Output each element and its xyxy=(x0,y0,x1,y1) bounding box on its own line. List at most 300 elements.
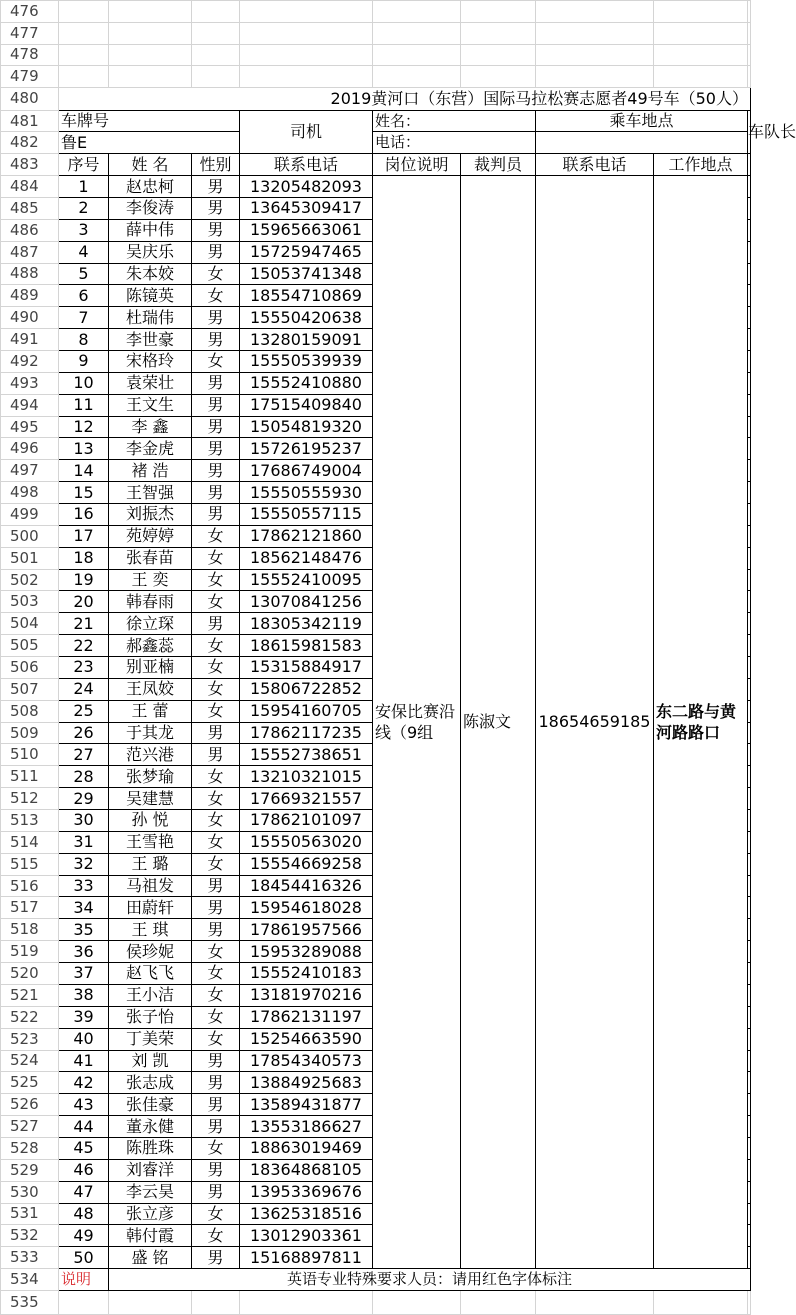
seq-cell[interactable]: 40 xyxy=(59,1028,109,1050)
seq-cell[interactable]: 18 xyxy=(59,547,109,569)
cell[interactable] xyxy=(240,22,373,44)
seq-cell[interactable]: 10 xyxy=(59,372,109,394)
cell[interactable] xyxy=(748,547,751,569)
seq-cell[interactable]: 24 xyxy=(59,678,109,700)
name-cell[interactable]: 袁荣壮 xyxy=(109,372,192,394)
gender-cell[interactable]: 男 xyxy=(192,919,240,941)
cell[interactable] xyxy=(654,1,748,23)
gender-cell[interactable]: 女 xyxy=(192,1203,240,1225)
seq-cell[interactable]: 16 xyxy=(59,504,109,526)
name-cell[interactable]: 张立彦 xyxy=(109,1203,192,1225)
name-cell[interactable]: 王 琪 xyxy=(109,919,192,941)
gender-cell[interactable]: 女 xyxy=(192,831,240,853)
cell[interactable] xyxy=(192,1290,240,1314)
gender-cell[interactable]: 男 xyxy=(192,372,240,394)
column-header-gender[interactable]: 性别 xyxy=(192,154,240,176)
name-cell[interactable]: 李俊涛 xyxy=(109,197,192,219)
phone-cell[interactable]: 17862117235 xyxy=(240,722,373,744)
seq-cell[interactable]: 15 xyxy=(59,482,109,504)
gender-cell[interactable]: 女 xyxy=(192,591,240,613)
name-cell[interactable]: 于其龙 xyxy=(109,722,192,744)
phone-cell[interactable]: 17515409840 xyxy=(240,394,373,416)
phone-cell[interactable]: 13645309417 xyxy=(240,197,373,219)
name-cell[interactable]: 王雪艳 xyxy=(109,831,192,853)
gender-cell[interactable]: 女 xyxy=(192,941,240,963)
name-cell[interactable]: 张志成 xyxy=(109,1072,192,1094)
gender-cell[interactable]: 男 xyxy=(192,197,240,219)
cell[interactable] xyxy=(240,1,373,23)
gender-cell[interactable]: 女 xyxy=(192,1137,240,1159)
column-header-referee[interactable]: 裁判员 xyxy=(461,154,536,176)
phone-cell[interactable]: 15550563020 xyxy=(240,831,373,853)
gender-cell[interactable]: 男 xyxy=(192,438,240,460)
cell[interactable] xyxy=(536,1,654,23)
cell[interactable] xyxy=(748,482,751,504)
cell[interactable] xyxy=(59,44,109,66)
seq-cell[interactable]: 22 xyxy=(59,635,109,657)
note-text[interactable]: 英语专业特殊要求人员：请用红色字体标注 xyxy=(109,1269,751,1291)
seq-cell[interactable]: 42 xyxy=(59,1072,109,1094)
cell[interactable] xyxy=(654,44,748,66)
seq-cell[interactable]: 45 xyxy=(59,1137,109,1159)
cell[interactable] xyxy=(373,1,461,23)
phone-cell[interactable]: 18562148476 xyxy=(240,547,373,569)
name-cell[interactable]: 王 璐 xyxy=(109,853,192,875)
name-cell[interactable]: 盛 铭 xyxy=(109,1247,192,1269)
seq-cell[interactable]: 2 xyxy=(59,197,109,219)
seq-cell[interactable]: 44 xyxy=(59,1116,109,1138)
name-cell[interactable]: 薛中伟 xyxy=(109,219,192,241)
phone-cell[interactable]: 15550557115 xyxy=(240,504,373,526)
gender-cell[interactable]: 女 xyxy=(192,853,240,875)
cell[interactable] xyxy=(109,1,192,23)
gender-cell[interactable]: 男 xyxy=(192,875,240,897)
cell[interactable] xyxy=(748,504,751,526)
cell[interactable] xyxy=(748,176,751,198)
gender-cell[interactable]: 女 xyxy=(192,810,240,832)
name-cell[interactable]: 陈胜珠 xyxy=(109,1137,192,1159)
gender-cell[interactable]: 男 xyxy=(192,394,240,416)
phone-cell[interactable]: 17686749004 xyxy=(240,460,373,482)
gender-cell[interactable]: 女 xyxy=(192,788,240,810)
gender-cell[interactable]: 女 xyxy=(192,547,240,569)
phone-cell[interactable]: 15550539939 xyxy=(240,351,373,373)
gender-cell[interactable]: 男 xyxy=(192,1072,240,1094)
cell[interactable] xyxy=(748,1028,751,1050)
seq-cell[interactable]: 31 xyxy=(59,831,109,853)
gender-cell[interactable]: 男 xyxy=(192,219,240,241)
seq-cell[interactable]: 32 xyxy=(59,853,109,875)
cell[interactable] xyxy=(748,875,751,897)
name-cell[interactable]: 王凤姣 xyxy=(109,678,192,700)
cell[interactable] xyxy=(748,941,751,963)
cell[interactable] xyxy=(373,22,461,44)
phone-cell[interactable]: 18305342119 xyxy=(240,613,373,635)
phone-cell[interactable]: 13280159091 xyxy=(240,329,373,351)
name-cell[interactable]: 田蔚轩 xyxy=(109,897,192,919)
seq-cell[interactable]: 50 xyxy=(59,1247,109,1269)
seq-cell[interactable]: 49 xyxy=(59,1225,109,1247)
phone-cell[interactable]: 18454416326 xyxy=(240,875,373,897)
referee-phone-merged-cell[interactable]: 18654659185 xyxy=(536,176,654,1269)
gender-cell[interactable]: 女 xyxy=(192,984,240,1006)
cell[interactable] xyxy=(461,44,536,66)
name-cell[interactable]: 赵飞飞 xyxy=(109,963,192,985)
driver-name-label[interactable]: 姓名： xyxy=(373,110,536,132)
name-cell[interactable]: 褚 浩 xyxy=(109,460,192,482)
referee-merged-cell[interactable]: 陈淑文 xyxy=(461,176,536,1269)
name-cell[interactable]: 李金虎 xyxy=(109,438,192,460)
cell[interactable] xyxy=(748,963,751,985)
cell[interactable] xyxy=(461,1,536,23)
gender-cell[interactable]: 女 xyxy=(192,678,240,700)
cell[interactable] xyxy=(461,1290,536,1314)
gender-cell[interactable]: 男 xyxy=(192,722,240,744)
gender-cell[interactable]: 女 xyxy=(192,525,240,547)
cell[interactable] xyxy=(748,219,751,241)
plate-value[interactable]: 鲁E xyxy=(59,132,240,154)
phone-cell[interactable]: 15550420638 xyxy=(240,307,373,329)
cell[interactable] xyxy=(59,22,109,44)
cell[interactable] xyxy=(59,1,109,23)
phone-cell[interactable]: 15550555930 xyxy=(240,482,373,504)
cell[interactable] xyxy=(748,1006,751,1028)
cell[interactable] xyxy=(654,1290,748,1314)
cell[interactable] xyxy=(748,1225,751,1247)
phone-cell[interactable]: 15552410095 xyxy=(240,569,373,591)
cell[interactable] xyxy=(240,44,373,66)
gender-cell[interactable]: 男 xyxy=(192,460,240,482)
cell[interactable] xyxy=(748,1247,751,1269)
name-cell[interactable]: 吴庆乐 xyxy=(109,241,192,263)
phone-cell[interactable]: 15054819320 xyxy=(240,416,373,438)
name-cell[interactable]: 刘 凯 xyxy=(109,1050,192,1072)
driver-phone-label[interactable]: 电话： xyxy=(373,132,536,154)
name-cell[interactable]: 宋格玲 xyxy=(109,351,192,373)
workplace-merged-cell[interactable]: 东二路与黄河路路口 xyxy=(654,176,748,1269)
phone-cell[interactable]: 13553186627 xyxy=(240,1116,373,1138)
seq-cell[interactable]: 21 xyxy=(59,613,109,635)
column-header-post[interactable]: 岗位说明 xyxy=(373,154,461,176)
cell[interactable] xyxy=(748,635,751,657)
gender-cell[interactable]: 女 xyxy=(192,635,240,657)
cell[interactable] xyxy=(373,1290,461,1314)
phone-cell[interactable]: 17669321557 xyxy=(240,788,373,810)
cell[interactable] xyxy=(192,22,240,44)
cell[interactable] xyxy=(748,657,751,679)
cell[interactable] xyxy=(109,1290,192,1314)
cell[interactable] xyxy=(748,853,751,875)
gender-cell[interactable]: 男 xyxy=(192,1116,240,1138)
seq-cell[interactable]: 41 xyxy=(59,1050,109,1072)
cell[interactable] xyxy=(109,22,192,44)
phone-cell[interactable]: 18364868105 xyxy=(240,1159,373,1181)
cell[interactable] xyxy=(748,1116,751,1138)
phone-cell[interactable]: 15725947465 xyxy=(240,241,373,263)
gender-cell[interactable]: 女 xyxy=(192,351,240,373)
seq-cell[interactable]: 25 xyxy=(59,700,109,722)
boarding-value[interactable] xyxy=(536,132,748,154)
phone-cell[interactable]: 13210321015 xyxy=(240,766,373,788)
phone-cell[interactable]: 15806722852 xyxy=(240,678,373,700)
phone-cell[interactable]: 15953289088 xyxy=(240,941,373,963)
name-cell[interactable]: 徐立琛 xyxy=(109,613,192,635)
name-cell[interactable]: 王 蕾 xyxy=(109,700,192,722)
name-cell[interactable]: 马祖发 xyxy=(109,875,192,897)
phone-cell[interactable]: 17862101097 xyxy=(240,810,373,832)
name-cell[interactable]: 刘振杰 xyxy=(109,504,192,526)
name-cell[interactable]: 王文生 xyxy=(109,394,192,416)
note-label[interactable]: 说明 xyxy=(59,1269,109,1291)
phone-cell[interactable]: 13953369676 xyxy=(240,1181,373,1203)
phone-cell[interactable]: 13070841256 xyxy=(240,591,373,613)
gender-cell[interactable]: 女 xyxy=(192,285,240,307)
name-cell[interactable]: 吴建慧 xyxy=(109,788,192,810)
cell[interactable] xyxy=(748,394,751,416)
cell[interactable] xyxy=(748,372,751,394)
column-header-name[interactable]: 姓 名 xyxy=(109,154,192,176)
cell[interactable] xyxy=(748,788,751,810)
cell[interactable] xyxy=(536,44,654,66)
cell[interactable] xyxy=(654,22,748,44)
cell[interactable] xyxy=(748,416,751,438)
name-cell[interactable]: 韩春雨 xyxy=(109,591,192,613)
column-header-contact[interactable]: 联系电话 xyxy=(240,154,373,176)
gender-cell[interactable]: 男 xyxy=(192,416,240,438)
gender-cell[interactable]: 男 xyxy=(192,897,240,919)
cell[interactable] xyxy=(748,1,751,23)
seq-cell[interactable]: 13 xyxy=(59,438,109,460)
seq-cell[interactable]: 20 xyxy=(59,591,109,613)
cell[interactable] xyxy=(536,22,654,44)
seq-cell[interactable]: 1 xyxy=(59,176,109,198)
column-header-workplace[interactable]: 工作地点 xyxy=(654,154,748,176)
cell[interactable] xyxy=(748,984,751,1006)
name-cell[interactable]: 张春苗 xyxy=(109,547,192,569)
seq-cell[interactable]: 35 xyxy=(59,919,109,941)
seq-cell[interactable]: 47 xyxy=(59,1181,109,1203)
cell[interactable] xyxy=(373,66,461,88)
name-cell[interactable]: 孙 悦 xyxy=(109,810,192,832)
phone-cell[interactable]: 15726195237 xyxy=(240,438,373,460)
gender-cell[interactable]: 男 xyxy=(192,482,240,504)
gender-cell[interactable]: 男 xyxy=(192,241,240,263)
seq-cell[interactable]: 36 xyxy=(59,941,109,963)
seq-cell[interactable]: 28 xyxy=(59,766,109,788)
cell[interactable] xyxy=(748,722,751,744)
cell[interactable] xyxy=(748,263,751,285)
gender-cell[interactable]: 男 xyxy=(192,307,240,329)
cell[interactable] xyxy=(748,460,751,482)
phone-cell[interactable]: 15554669258 xyxy=(240,853,373,875)
cell[interactable] xyxy=(748,591,751,613)
gender-cell[interactable]: 男 xyxy=(192,1247,240,1269)
seq-cell[interactable]: 33 xyxy=(59,875,109,897)
cell[interactable] xyxy=(748,613,751,635)
name-cell[interactable]: 别亚楠 xyxy=(109,657,192,679)
name-cell[interactable]: 杜瑞伟 xyxy=(109,307,192,329)
seq-cell[interactable]: 17 xyxy=(59,525,109,547)
phone-cell[interactable]: 15552738651 xyxy=(240,744,373,766)
name-cell[interactable]: 侯珍妮 xyxy=(109,941,192,963)
cell[interactable] xyxy=(748,1094,751,1116)
name-cell[interactable]: 李云昊 xyxy=(109,1181,192,1203)
cell[interactable] xyxy=(748,1137,751,1159)
cell[interactable] xyxy=(748,831,751,853)
cell[interactable] xyxy=(59,1290,109,1314)
name-cell[interactable]: 张佳豪 xyxy=(109,1094,192,1116)
name-cell[interactable]: 李世豪 xyxy=(109,329,192,351)
seq-cell[interactable]: 23 xyxy=(59,657,109,679)
phone-cell[interactable]: 15254663590 xyxy=(240,1028,373,1050)
seq-cell[interactable]: 38 xyxy=(59,984,109,1006)
seq-cell[interactable]: 12 xyxy=(59,416,109,438)
name-cell[interactable]: 张子怡 xyxy=(109,1006,192,1028)
cell[interactable] xyxy=(109,66,192,88)
seq-cell[interactable]: 14 xyxy=(59,460,109,482)
name-cell[interactable]: 陈镜英 xyxy=(109,285,192,307)
cell[interactable] xyxy=(748,438,751,460)
phone-cell[interactable]: 13625318516 xyxy=(240,1203,373,1225)
cell[interactable] xyxy=(748,1072,751,1094)
seq-cell[interactable]: 46 xyxy=(59,1159,109,1181)
phone-cell[interactable]: 17862131197 xyxy=(240,1006,373,1028)
gender-cell[interactable]: 女 xyxy=(192,700,240,722)
cell[interactable] xyxy=(192,44,240,66)
phone-cell[interactable]: 15168897811 xyxy=(240,1247,373,1269)
cell[interactable] xyxy=(748,1050,751,1072)
seq-cell[interactable]: 6 xyxy=(59,285,109,307)
phone-cell[interactable]: 17862121860 xyxy=(240,525,373,547)
gender-cell[interactable]: 女 xyxy=(192,1225,240,1247)
captain-header[interactable]: 车队长 xyxy=(748,110,751,153)
cell[interactable] xyxy=(748,22,751,44)
seq-cell[interactable]: 11 xyxy=(59,394,109,416)
cell[interactable] xyxy=(536,1290,654,1314)
cell[interactable] xyxy=(536,66,654,88)
cell[interactable] xyxy=(748,569,751,591)
gender-cell[interactable]: 女 xyxy=(192,1006,240,1028)
gender-cell[interactable]: 女 xyxy=(192,963,240,985)
seq-cell[interactable]: 27 xyxy=(59,744,109,766)
seq-cell[interactable]: 19 xyxy=(59,569,109,591)
cell[interactable] xyxy=(373,44,461,66)
gender-cell[interactable]: 女 xyxy=(192,766,240,788)
seq-cell[interactable]: 9 xyxy=(59,351,109,373)
cell[interactable] xyxy=(654,66,748,88)
name-cell[interactable]: 董永健 xyxy=(109,1116,192,1138)
name-cell[interactable]: 赵忠柯 xyxy=(109,176,192,198)
seq-cell[interactable]: 7 xyxy=(59,307,109,329)
name-cell[interactable]: 王 奕 xyxy=(109,569,192,591)
cell[interactable] xyxy=(748,1181,751,1203)
cell[interactable] xyxy=(461,66,536,88)
phone-cell[interactable]: 15954160705 xyxy=(240,700,373,722)
name-cell[interactable]: 张梦瑜 xyxy=(109,766,192,788)
phone-cell[interactable]: 15965663061 xyxy=(240,219,373,241)
cell[interactable] xyxy=(748,1159,751,1181)
phone-cell[interactable]: 17854340573 xyxy=(240,1050,373,1072)
plate-label[interactable]: 车牌号 xyxy=(59,110,240,132)
cell[interactable] xyxy=(748,766,751,788)
cell[interactable] xyxy=(748,744,751,766)
driver-header[interactable]: 司机 xyxy=(240,110,373,153)
name-cell[interactable]: 郝鑫蕊 xyxy=(109,635,192,657)
phone-cell[interactable]: 15552410880 xyxy=(240,372,373,394)
gender-cell[interactable]: 男 xyxy=(192,744,240,766)
name-cell[interactable]: 刘睿洋 xyxy=(109,1159,192,1181)
gender-cell[interactable]: 女 xyxy=(192,1028,240,1050)
gender-cell[interactable]: 男 xyxy=(192,1181,240,1203)
seq-cell[interactable]: 3 xyxy=(59,219,109,241)
name-cell[interactable]: 李 鑫 xyxy=(109,416,192,438)
phone-cell[interactable]: 18615981583 xyxy=(240,635,373,657)
phone-cell[interactable]: 18863019469 xyxy=(240,1137,373,1159)
cell[interactable] xyxy=(748,66,751,88)
gender-cell[interactable]: 女 xyxy=(192,657,240,679)
cell[interactable] xyxy=(748,307,751,329)
boarding-header[interactable]: 乘车地点 xyxy=(536,110,748,132)
cell[interactable] xyxy=(748,1203,751,1225)
cell[interactable] xyxy=(748,44,751,66)
cell[interactable] xyxy=(748,700,751,722)
gender-cell[interactable]: 女 xyxy=(192,263,240,285)
seq-cell[interactable]: 4 xyxy=(59,241,109,263)
cell[interactable] xyxy=(109,44,192,66)
seq-cell[interactable]: 26 xyxy=(59,722,109,744)
cell[interactable] xyxy=(748,919,751,941)
gender-cell[interactable]: 男 xyxy=(192,1159,240,1181)
cell[interactable] xyxy=(748,678,751,700)
cell[interactable] xyxy=(748,897,751,919)
gender-cell[interactable]: 男 xyxy=(192,1094,240,1116)
seq-cell[interactable]: 5 xyxy=(59,263,109,285)
phone-cell[interactable]: 15315884917 xyxy=(240,657,373,679)
cell[interactable] xyxy=(748,810,751,832)
name-cell[interactable]: 王小洁 xyxy=(109,984,192,1006)
cell[interactable] xyxy=(748,241,751,263)
cell[interactable] xyxy=(748,197,751,219)
seq-cell[interactable]: 37 xyxy=(59,963,109,985)
cell[interactable] xyxy=(192,1,240,23)
phone-cell[interactable]: 17861957566 xyxy=(240,919,373,941)
cell[interactable] xyxy=(748,154,751,176)
phone-cell[interactable]: 13884925683 xyxy=(240,1072,373,1094)
gender-cell[interactable]: 男 xyxy=(192,613,240,635)
cell[interactable] xyxy=(748,351,751,373)
name-cell[interactable]: 朱本姣 xyxy=(109,263,192,285)
column-header-seq[interactable]: 序号 xyxy=(59,154,109,176)
post-merged-cell[interactable]: 安保比赛沿线（9组 xyxy=(373,176,461,1269)
phone-cell[interactable]: 15552410183 xyxy=(240,963,373,985)
phone-cell[interactable]: 13589431877 xyxy=(240,1094,373,1116)
gender-cell[interactable]: 男 xyxy=(192,1050,240,1072)
cell[interactable] xyxy=(192,66,240,88)
seq-cell[interactable]: 34 xyxy=(59,897,109,919)
name-cell[interactable]: 韩付霞 xyxy=(109,1225,192,1247)
cell[interactable] xyxy=(748,1290,751,1314)
phone-cell[interactable]: 13181970216 xyxy=(240,984,373,1006)
phone-cell[interactable]: 13012903361 xyxy=(240,1225,373,1247)
phone-cell[interactable]: 13205482093 xyxy=(240,176,373,198)
seq-cell[interactable]: 29 xyxy=(59,788,109,810)
cell[interactable] xyxy=(748,285,751,307)
cell[interactable] xyxy=(748,329,751,351)
column-header-contact2[interactable]: 联系电话 xyxy=(536,154,654,176)
phone-cell[interactable]: 18554710869 xyxy=(240,285,373,307)
sheet-title[interactable]: 2019黄河口（东营）国际马拉松赛志愿者49号车（50人） xyxy=(59,88,751,111)
seq-cell[interactable]: 48 xyxy=(59,1203,109,1225)
